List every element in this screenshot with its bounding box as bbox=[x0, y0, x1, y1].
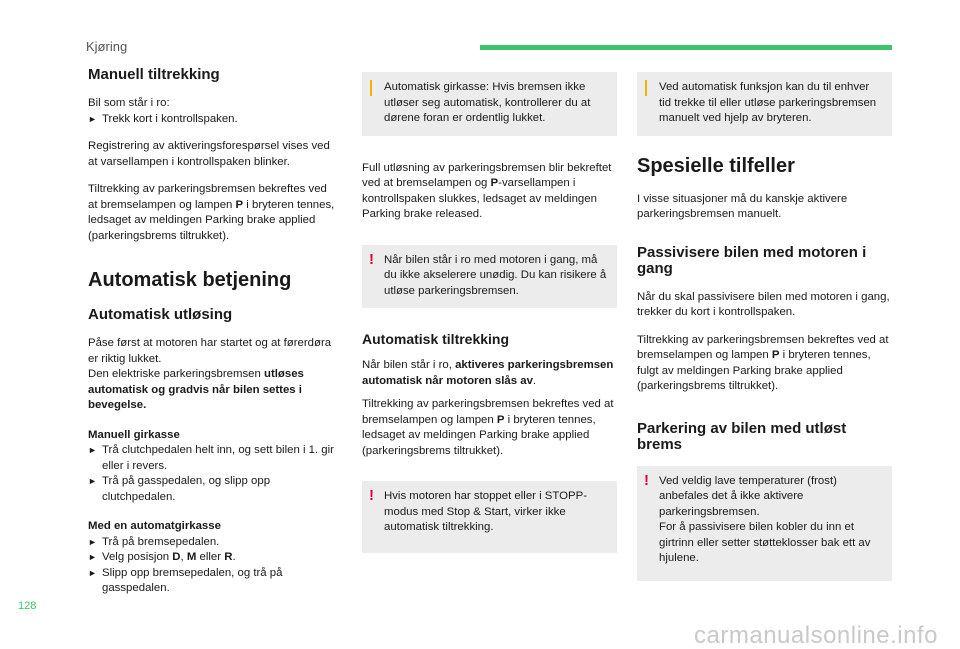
paragraph-request: Registrering av aktiveringsforespørsel vises ved at varsellampen i kontrollspaken blinker. bbox=[88, 140, 330, 168]
list-title: Med en automatgirkasse bbox=[88, 520, 221, 532]
list-title: Manuell girkasse bbox=[88, 428, 180, 441]
list-item: ► Trå clutchpedalen helt inn, og sett bilen i 1. gir eller i revers. bbox=[88, 444, 334, 472]
arrow-bullet-icon: ► bbox=[88, 552, 97, 562]
paragraph-special: I visse situasjoner må du kanskje aktivere parkeringsbremsen manuelt. bbox=[637, 192, 848, 220]
column-1 bbox=[88, 66, 338, 609]
note-box: Automatisk girkasse: Hvis bremsen ikke utløser seg automatisk, kontrollerer du at dørene foran er ordentlig lukket. bbox=[362, 72, 617, 136]
list-item: ► Trå på bremsepedalen. bbox=[88, 535, 338, 551]
list-item: ► Trekk kort i kontrollspaken. bbox=[88, 112, 338, 128]
arrow-bullet-icon: ► bbox=[88, 536, 97, 547]
list-item: ► Slipp opp bremsepedalen, og trå på gasspedalen. bbox=[88, 566, 283, 594]
warning-box: ! Ved veldig lave temperaturer (frost) anbefales det å ikke aktivere parkeringsbremsen. For å passivisere bilen kobler du inn et girtrinn eller setter støtteklosser bak ett av hjulene. bbox=[637, 466, 892, 581]
section-label: Kjøring bbox=[86, 39, 128, 54]
automatic-gearbox-list bbox=[88, 519, 338, 597]
list-item: ► Trå på gasspedalen, og slipp opp clutchpedalen. bbox=[88, 475, 271, 503]
heading-manual-apply: Manuell tiltrekking bbox=[88, 66, 220, 83]
heading-automatic-apply: Automatisk tiltrekking bbox=[362, 331, 510, 347]
heading-special-cases: Spesielle tilfeller bbox=[637, 154, 795, 177]
arrow-bullet-icon: ► bbox=[88, 113, 97, 124]
column-3 bbox=[637, 72, 892, 598]
exclamation-warning-icon: ! bbox=[369, 250, 374, 268]
paragraph-immobilise: Når du skal passivisere bilen med motoren i gang, trekker du kort i kontrollspaken. bbox=[637, 290, 890, 318]
heading-automatic-operation: Automatisk betjening bbox=[88, 269, 292, 291]
warning-box: ! Hvis motoren har stoppet eller i STOPP-modus med Stop & Start, virker ikke automatisk tiltrekking. bbox=[362, 481, 617, 553]
paragraph-auto-apply: Når bilen står i ro, aktiveres parkeringsbremsen automatisk når motoren slås av. bbox=[362, 359, 614, 387]
exclamation-warning-icon: ! bbox=[369, 487, 374, 504]
arrow-bullet-icon: ► bbox=[88, 476, 97, 486]
paragraph-confirm: Tiltrekking av parkeringsbremsen bekreftes ved at bremselampen og lampen P i bryteren tennes, ledsaget av meldingen Parking brake applied (parkeringsbrems tiltrukket). bbox=[88, 183, 335, 242]
page-number: 128 bbox=[18, 600, 37, 612]
note-bar-icon bbox=[645, 80, 647, 96]
paragraph-stationary: Bil som står i ro: ► Trekk kort i kontrollspaken. bbox=[88, 96, 338, 127]
arrow-bullet-icon: ► bbox=[88, 445, 97, 455]
note-box: Ved automatisk funksjon kan du til enhver tid trekke til eller utløse parkeringsbremsen manuelt ved hjelp av bryteren. bbox=[637, 72, 892, 136]
paragraph-immobilise-confirm: Tiltrekking av parkeringsbremsen bekreftes ved at bremselampen og lampen P i bryteren tennes, fulgt av meldingen Parking brake applied (parkeringsbrems tiltrukket). bbox=[637, 333, 889, 392]
paragraph-apply-confirm: Tiltrekking av parkeringsbremsen bekreftes ved at bremselampen og lampen P i bryteren tennes, ledsaget av meldingen Parking brake applied (parkeringsbrems tiltrukket). bbox=[362, 398, 614, 457]
manual-gearbox-list bbox=[88, 428, 338, 506]
heading-immobilise-running: Passivisere bilen med motoren i gang bbox=[637, 243, 867, 277]
paragraph-auto-release: Påse først at motoren har startet og at førerdøra er riktig lukket. Den elektriske parkeringsbremsen utløses automatisk og gradvis når bilen settes i bevegelse. bbox=[88, 337, 332, 411]
list-item: ► Velg posisjon D, M eller R. bbox=[88, 550, 338, 566]
arrow-bullet-icon: ► bbox=[88, 567, 97, 578]
paragraph-full-release: Full utløsning av parkeringsbremsen blir bekreftet ved at bremselampen og P-varsellampen i kontrollspaken slukkes, ledsaget av meldingen Parking brake released. bbox=[362, 161, 612, 220]
warning-box: ! Når bilen står i ro med motoren i gang, må du ikke akselerere unødig. Du kan risikere å utløse parkeringsbremsen. bbox=[362, 245, 617, 309]
column-2 bbox=[362, 72, 617, 570]
heading-parking-released: Parkering av bilen med utløst brems bbox=[637, 419, 847, 453]
note-bar-icon bbox=[370, 80, 372, 96]
watermark: carmanualsonline.info bbox=[694, 622, 938, 649]
heading-automatic-release: Automatisk utløsing bbox=[88, 306, 233, 323]
section-accent-bar bbox=[480, 45, 892, 50]
exclamation-warning-icon: ! bbox=[644, 471, 649, 489]
